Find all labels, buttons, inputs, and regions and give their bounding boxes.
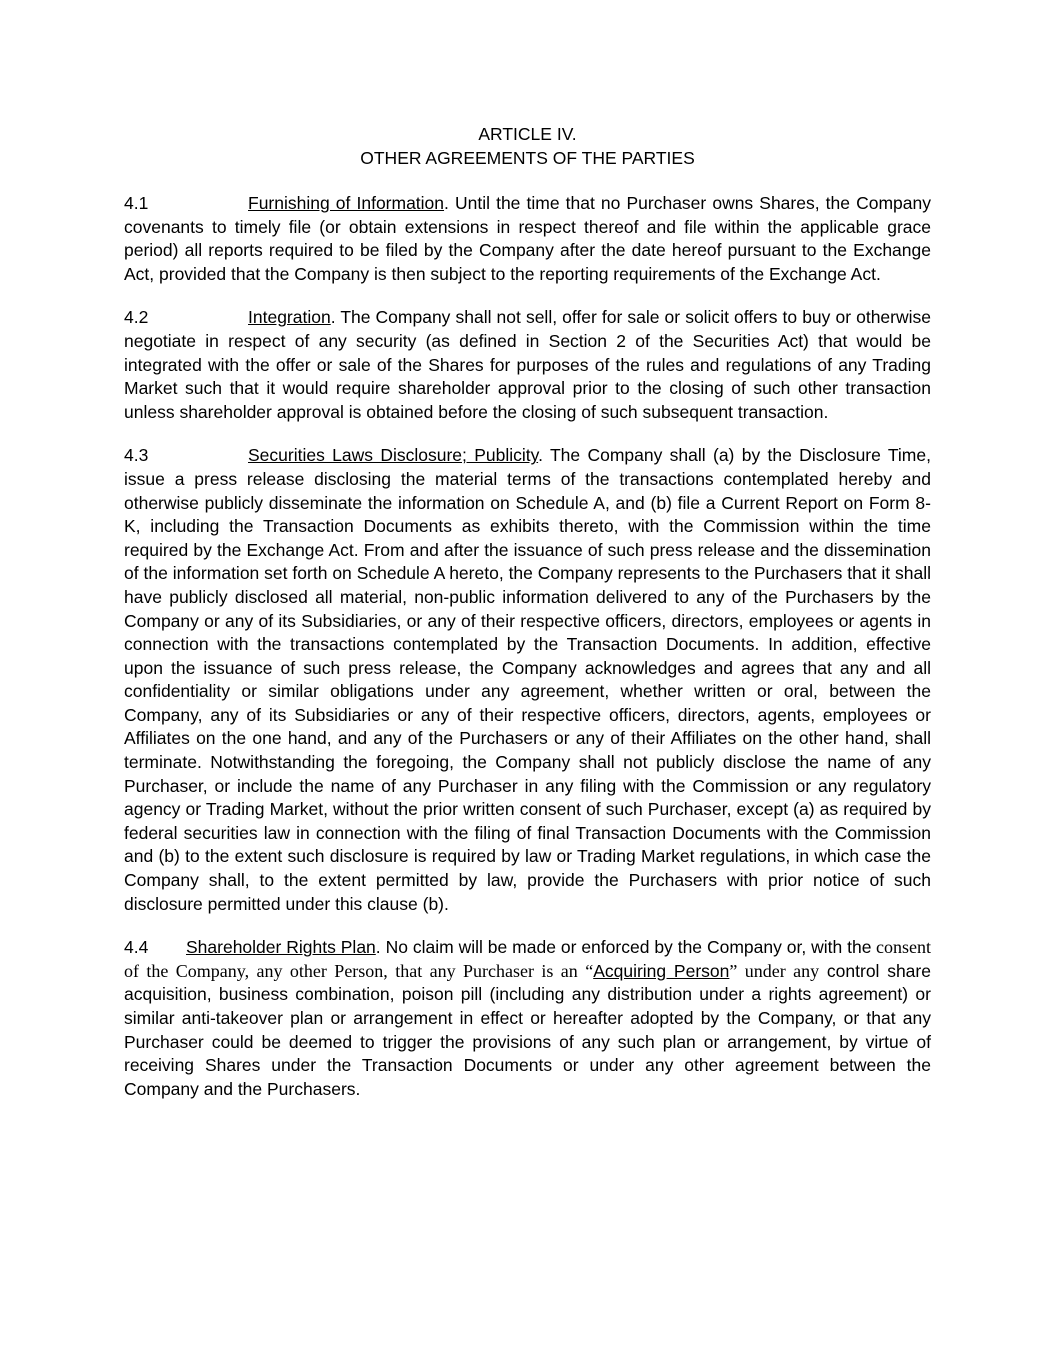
section-number: 4.1 [124, 193, 149, 213]
article-subtitle: OTHER AGREEMENTS OF THE PARTIES [360, 148, 695, 168]
section-4-1 [124, 192, 931, 286]
article-heading [124, 122, 931, 170]
section-4-4 [124, 936, 931, 1101]
section-heading: Furnishing of Information [248, 193, 445, 213]
section-heading: Integration [248, 307, 331, 328]
defined-term: Acquiring Person [593, 960, 730, 981]
section-text-serif: consent of the Company, any other Person, that any Purchaser is an “ [124, 937, 932, 981]
section-heading: Shareholder Rights Plan [186, 937, 376, 958]
section-number: 4.4 [124, 937, 149, 958]
section-text: . The Company shall not sell, offer for sale or solicit offers to buy or otherwise negotiate in respect of any security (as defined in Section 2 of the Securities Act) that would be integrated with the offer or sale of the Shares for purposes of the rules and regulations of any Trading Market such that it would require shareholder approval prior to the closing of such other transaction unless shareholder approval is obtained before the closing of such subsequent transaction. [124, 307, 931, 422]
section-text: . No claim will be made or enforced by the Company or, with the [375, 937, 872, 958]
section-text: . Until the time that no Purchaser owns Shares, the Company covenants to timely file (or obtain extensions in respect thereof and file within the applicable grace period) all reports required to be filed by the Company after the date hereof pursuant to the Exchange Act, provided that the Company is then subject to the reporting requirements of the Exchange Act. [124, 193, 931, 284]
section-4-3 [124, 444, 931, 916]
section-heading: Securities Laws Disclosure; Publicity [248, 445, 539, 466]
section-text: control share acquisition, business combination, poison pill (including any distribution under a rights agreement) or similar anti-takeover plan or arrangement in effect or hereafter adopted by the Company, or that any Purchaser could be deemed to trigger the provisions of any such plan or arrangement, by virtue of receiving Shares under the Transaction Documents or under any other agreement between the Company and the Purchasers. [124, 960, 931, 1099]
section-number: 4.3 [124, 445, 149, 466]
section-text: . The Company shall (a) by the Disclosure Time, issue a press release disclosing the material terms of the transactions contemplated hereby and otherwise publicly disseminate the information on Schedule A, and (b) file a Current Report on Form 8-K, including the Transaction Documents as exhibits thereto, with the Commission within the time required by the Exchange Act. From and after the issuance of such press release and the dissemination of the information set forth on Schedule A hereto, the Company represents to the Purchasers that it shall have publicly disclosed all material, non-public information delivered to any of the Purchasers by the Company or any of its Subsidiaries, or any of their respective officers, directors, employees or agents in connection with the transactions contemplated by the Transaction Documents. In addition, effective upon the issuance of such press release, the Company acknowledges and agrees that any and all confidentiality or similar obligations under any agreement, whether written or oral, between the Company, any of its Subsidiaries or any of their respective officers, directors, agents, employees or Affiliates on the one hand, and any of the Purchasers or any of their Affiliates on the other hand, shall terminate. Notwithstanding the foregoing, the Company shall not publicly disclose the name of any Purchaser, or include the name of any Purchaser in any filing with the Commission or any regulatory agency or Trading Market, without the prior written consent of such Purchaser, except (a) as required by federal securities law in connection with the filing of final Transaction Documents with the Commission and (b) to the extent such disclosure is required by law or Trading Market regulations, in which case the Company shall, to the extent permitted by law, provide the Purchasers with prior notice of such disclosure permitted under this clause (b). [124, 445, 931, 914]
document-page [124, 122, 931, 1121]
section-text-serif: ” under any [729, 960, 820, 981]
article-title: ARTICLE IV. [478, 124, 577, 144]
section-4-2 [124, 306, 931, 424]
section-number: 4.2 [124, 307, 149, 328]
